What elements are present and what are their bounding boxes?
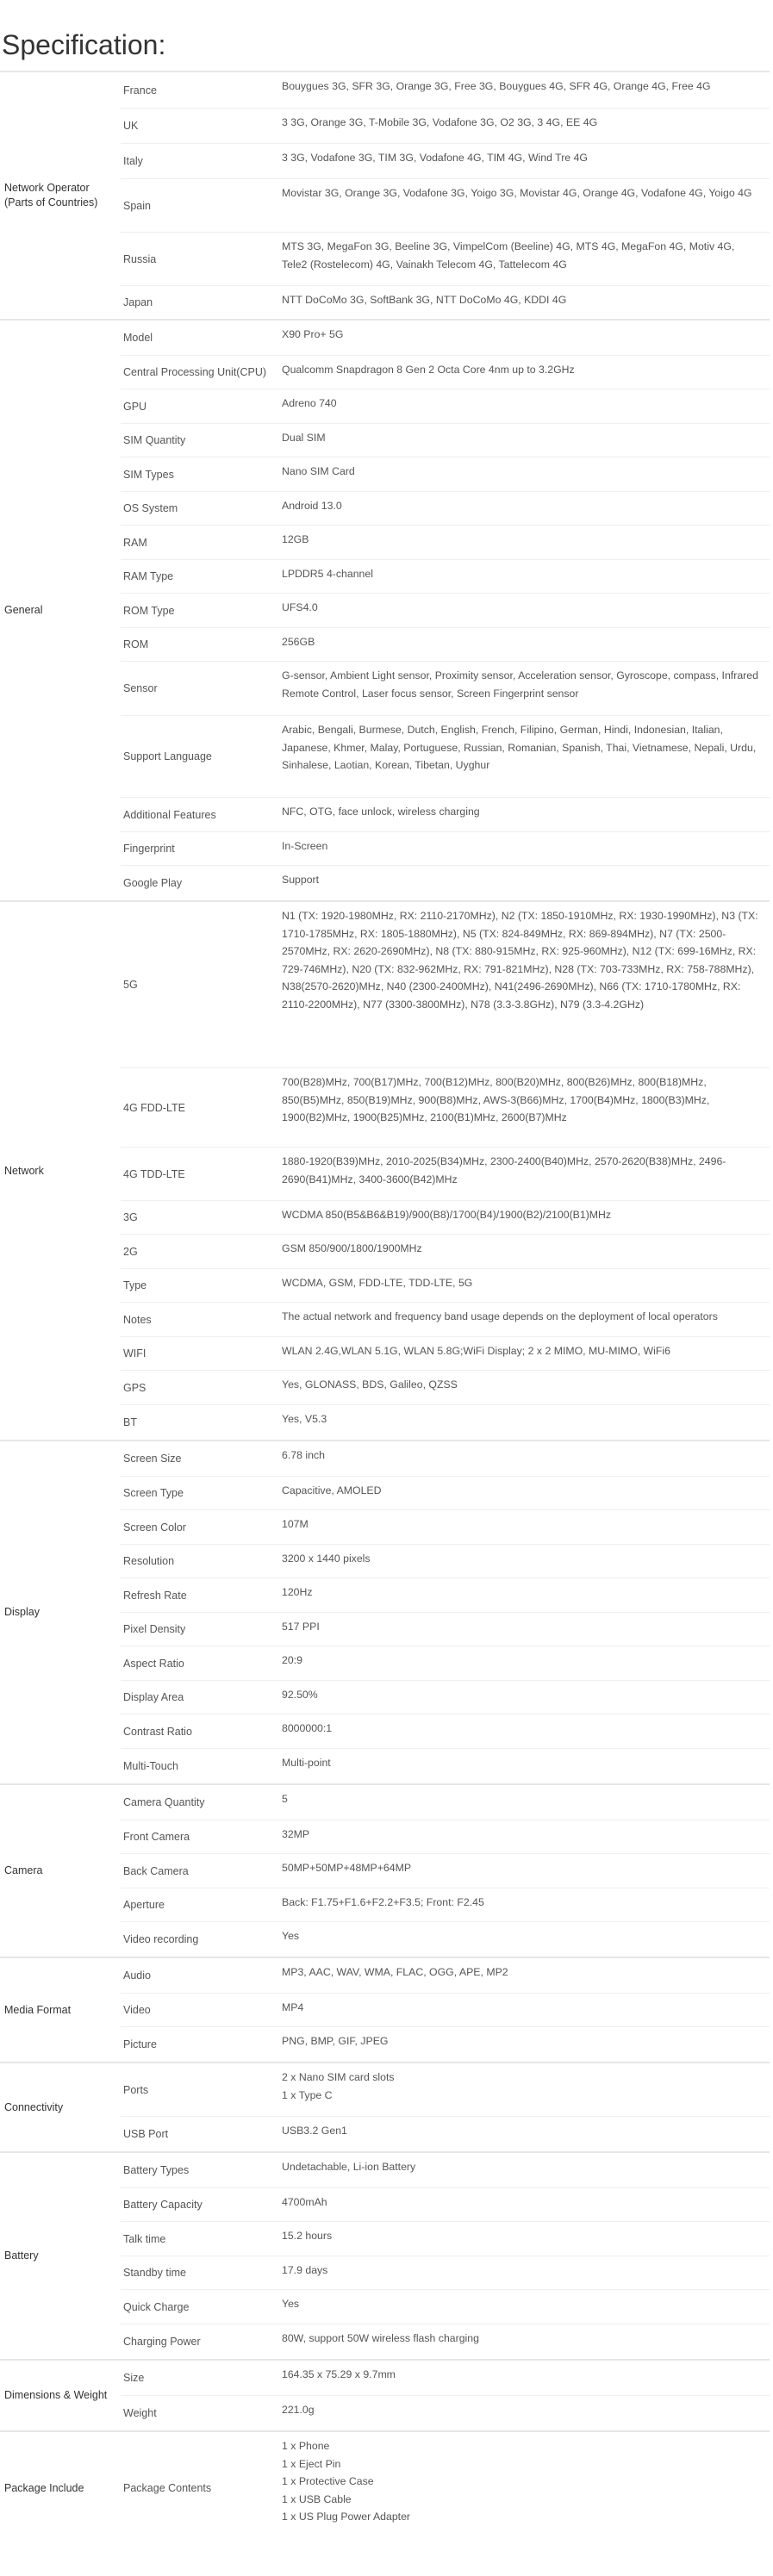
- spec-label: Camera Quantity: [123, 1796, 205, 1808]
- spec-row: [121, 1680, 770, 1714]
- spec-row: [121, 2116, 770, 2151]
- spec-label: Battery Types: [123, 2164, 190, 2176]
- spec-value: Multi-point: [282, 1757, 331, 1769]
- spec-row: [121, 178, 770, 232]
- spec-row: [121, 72, 770, 108]
- spec-value: In-Screen: [282, 840, 328, 852]
- spec-group: [0, 1440, 770, 1783]
- spec-label: Display Area: [123, 1691, 184, 1703]
- spec-value: Capacitive, AMOLED: [282, 1484, 382, 1496]
- spec-row: [121, 2432, 770, 2544]
- spec-value-line: 2 x Nano SIM card slots: [282, 2071, 395, 2083]
- spec-row: [121, 1404, 770, 1440]
- spec-value: 517 PPI: [282, 1621, 320, 1633]
- spec-group: [0, 2430, 770, 2544]
- spec-rows: [121, 2153, 770, 2359]
- spec-value: 32MP: [282, 1828, 310, 1840]
- spec-label: Sensor: [123, 682, 158, 694]
- spec-label: SIM Quantity: [123, 434, 186, 446]
- spec-label: Aperture: [123, 1899, 165, 1911]
- spec-value: UFS4.0: [282, 601, 318, 613]
- spec-label: ROM Type: [123, 604, 175, 617]
- spec-value: Yes: [282, 1930, 300, 1942]
- spec-value: 6.78 inch: [282, 1449, 325, 1461]
- spec-label: Picture: [123, 2038, 157, 2050]
- spec-value: Undetachable, Li-ion Battery: [282, 2161, 416, 2173]
- spec-label: 5G: [123, 979, 138, 991]
- spec-label: Notes: [123, 1313, 152, 1326]
- spec-group: [0, 319, 770, 900]
- spec-label: Fingerprint: [123, 843, 175, 855]
- spec-label: RAM: [123, 536, 147, 549]
- category-label: Package Include: [4, 2481, 84, 2494]
- spec-row: [121, 423, 770, 457]
- spec-label: BT: [123, 1416, 137, 1428]
- spec-row: [121, 559, 770, 593]
- spec-value: G-sensor, Ambient Light sensor, Proximity sensor, Acceleration sensor, Gyroscope, compass, Infrared Remote Control, Laser focus sensor, Screen Fingerprint sensor: [282, 669, 758, 700]
- spec-group: [0, 1957, 770, 2062]
- spec-value-line: 1 x Protective Case: [282, 2475, 374, 2487]
- spec-value: 5: [282, 1793, 288, 1805]
- spec-value: 3 3G, Orange 3G, T-Mobile 3G, Vodafone 3G, O2 3G, 3 4G, EE 4G: [282, 116, 598, 128]
- spec-label: Front Camera: [123, 1831, 190, 1843]
- spec-value: 1880-1920(B39)MHz, 2010-2025(B34)MHz, 2300-2400(B40)MHz, 2570-2620(B38)MHz, 2496-2690(B41)MHz, 3400-3600(B42)MHz: [282, 1155, 726, 1185]
- spec-value: 80W, support 50W wireless flash charging: [282, 2332, 479, 2344]
- category-label: Camera: [4, 1864, 43, 1876]
- spec-label: Back Camera: [123, 1864, 189, 1877]
- spec-label: GPU: [123, 400, 147, 413]
- spec-group: [0, 2359, 770, 2430]
- spec-value: Adreno 740: [282, 397, 337, 409]
- spec-row: [121, 2361, 770, 2395]
- spec-label: Talk time: [123, 2232, 166, 2245]
- spec-value: Yes, GLONASS, BDS, Galileo, QZSS: [282, 1378, 458, 1391]
- spec-row: [121, 1921, 770, 1957]
- spec-value: GSM 850/900/1800/1900MHz: [282, 1242, 422, 1254]
- spec-value: WCDMA, GSM, FDD-LTE, TDD-LTE, 5G: [282, 1277, 473, 1289]
- spec-value: Yes, V5.3: [282, 1413, 327, 1425]
- spec-label: Video recording: [123, 1933, 199, 1945]
- spec-value: USB3.2 Gen1: [282, 2125, 347, 2137]
- spec-row: [121, 285, 770, 319]
- spec-label: Size: [123, 2372, 145, 2384]
- spec-row: [121, 2026, 770, 2062]
- spec-rows: [121, 72, 770, 319]
- spec-row: [121, 1820, 770, 1853]
- spec-label: Multi-Touch: [123, 1760, 178, 1772]
- specification-table: [0, 71, 770, 2544]
- spec-value: 256GB: [282, 636, 315, 648]
- spec-value: [282, 2432, 770, 2544]
- spec-label: 3G: [123, 1211, 138, 1223]
- spec-rows: [121, 2361, 770, 2430]
- spec-value: 221.0g: [282, 2404, 315, 2416]
- spec-value: Yes: [282, 2298, 300, 2310]
- spec-value: 164.35 x 75.29 x 9.7mm: [282, 2368, 396, 2380]
- spec-label: Type: [123, 1279, 147, 1291]
- spec-value: [282, 2063, 770, 2116]
- spec-label: 4G TDD-LTE: [123, 1167, 185, 1180]
- category-label: General: [4, 604, 43, 616]
- spec-value-line: 1 x Phone: [282, 2440, 330, 2452]
- spec-row: [121, 1302, 770, 1336]
- spec-group: [0, 2062, 770, 2151]
- spec-value: 17.9 days: [282, 2264, 328, 2276]
- spec-value: 3200 x 1440 pixels: [282, 1552, 371, 1565]
- spec-value-line: 1 x USB Cable: [282, 2492, 352, 2505]
- spec-row: [121, 1234, 770, 1268]
- spec-label: Additional Features: [123, 808, 216, 821]
- spec-value: Support: [282, 874, 320, 886]
- spec-row: [121, 2221, 770, 2256]
- spec-label: Screen Size: [123, 1453, 182, 1465]
- spec-value: 15.2 hours: [282, 2230, 333, 2242]
- spec-value-line: 1 x Eject Pin: [282, 2457, 341, 2470]
- spec-label: Contrast Ratio: [123, 1725, 192, 1738]
- spec-value: Android 13.0: [282, 500, 342, 512]
- category-label: Display: [4, 1606, 40, 1618]
- spec-value: Movistar 3G, Orange 3G, Vodafone 3G, Yoigo 3G, Movistar 4G, Orange 4G, Vodafone 4G, Yoigo 4G: [282, 187, 752, 199]
- spec-label: USB Port: [123, 2128, 169, 2140]
- spec-value: PNG, BMP, GIF, JPEG: [282, 2035, 389, 2047]
- spec-value: MP3, AAC, WAV, WMA, FLAC, OGG, APE, MP2: [282, 1966, 508, 1978]
- spec-row: [121, 1336, 770, 1370]
- spec-row: [121, 2395, 770, 2430]
- spec-label: Screen Color: [123, 1521, 186, 1534]
- spec-row: [121, 1544, 770, 1577]
- spec-row: [121, 1888, 770, 1921]
- spec-label: 2G: [123, 1245, 138, 1258]
- spec-row: [121, 661, 770, 715]
- spec-row: [121, 1067, 770, 1147]
- spec-label: Battery Capacity: [123, 2199, 203, 2211]
- spec-row: [121, 831, 770, 865]
- spec-label: Audio: [123, 1969, 151, 1982]
- spec-value: MP4: [282, 2001, 304, 2013]
- spec-value-line: 1 x US Plug Power Adapter: [282, 2511, 411, 2523]
- category-label: Media Format: [4, 2003, 72, 2016]
- category-label: Dimensions & Weight: [4, 2389, 108, 2401]
- spec-label: Aspect Ratio: [123, 1657, 184, 1670]
- spec-row: [121, 355, 770, 389]
- spec-label: Weight: [123, 2407, 157, 2419]
- spec-value: 3 3G, Vodafone 3G, TIM 3G, Vodafone 4G, TIM 4G, Wind Tre 4G: [282, 152, 588, 164]
- spec-row: [121, 143, 770, 178]
- spec-label: 4G FDD-LTE: [123, 1101, 185, 1114]
- spec-value: Back: F1.75+F1.6+F2.2+F3.5; Front: F2.45: [282, 1896, 484, 1908]
- spec-row: [121, 902, 770, 1067]
- spec-row: [121, 2324, 770, 2359]
- spec-label: Standby time: [123, 2267, 186, 2279]
- spec-rows: [121, 1441, 770, 1783]
- spec-value: 20:9: [282, 1654, 302, 1666]
- spec-group: [0, 900, 770, 1440]
- spec-label: OS System: [123, 502, 178, 514]
- spec-value: 12GB: [282, 533, 309, 545]
- spec-value: 50MP+50MP+48MP+64MP: [282, 1862, 412, 1874]
- spec-rows: [121, 320, 770, 900]
- spec-row: [121, 2256, 770, 2289]
- spec-rows: [121, 2432, 770, 2544]
- spec-label: France: [123, 84, 157, 96]
- spec-row: [121, 457, 770, 491]
- spec-label: Italy: [123, 155, 143, 167]
- spec-label: Video: [123, 2004, 151, 2016]
- spec-rows: [121, 2063, 770, 2151]
- spec-row: [121, 1476, 770, 1509]
- spec-value: Bouygues 3G, SFR 3G, Orange 3G, Free 3G, Bouygues 4G, SFR 4G, Orange 4G, Free 4G: [282, 80, 711, 92]
- spec-value: N1 (TX: 1920-1980MHz, RX: 2110-2170MHz), N2 (TX: 1850-1910MHz, RX: 1930-1990MHz), N3 (TX: 1710-1785MHz, RX: 1805-1880MHz), N5 (TX: 824-849MHz, RX: 869-894MHz), N7 (TX: 2500-2570MHz, RX: 2620-2690MHz), N8 (TX: 880-915MHz, RX: 925-960MHz), N12 (TX: 699-16MHz, RX: 729-746MHz), N20 (TX: 832-962MHz, RX: 791-821MHz), N28 (TX: 703-733MHz, RX: 758-788MHz), N38(2570-2620)MHz, N40 (2300-2400MHz), N41(2496-2690MHz), N66 (TX: 1710-1780MHz, RX: 2110-2200MHz), N77 (3300-3800MHz), N78 (3.3-3.8GHz), N79 (3.3-4.2GHz): [282, 910, 758, 1011]
- spec-value: Qualcomm Snapdragon 8 Gen 2 Octa Core 4nm up to 3.2GHz: [282, 364, 575, 376]
- spec-row: [121, 2063, 770, 2116]
- category-label: Connectivity: [4, 2100, 64, 2113]
- spec-label: Japan: [123, 296, 153, 308]
- spec-label: Pixel Density: [123, 1623, 186, 1635]
- spec-row: [121, 1612, 770, 1646]
- spec-row: [121, 525, 770, 559]
- spec-row: [121, 1714, 770, 1748]
- spec-value: NTT DoCoMo 3G, SoftBank 3G, NTT DoCoMo 4G, KDDI 4G: [282, 294, 567, 306]
- spec-row: [121, 1441, 770, 1476]
- category-label: Battery: [4, 2249, 39, 2262]
- spec-rows: [121, 1958, 770, 2062]
- spec-value: 120Hz: [282, 1586, 313, 1598]
- spec-value: The actual network and frequency band usage depends on the deployment of local operators: [282, 1310, 718, 1322]
- spec-row: [121, 627, 770, 661]
- spec-row: [121, 715, 770, 797]
- spec-label: SIM Types: [123, 468, 174, 481]
- spec-value: MTS 3G, MegaFon 3G, Beeline 3G, VimpelCom (Beeline) 4G, MTS 4G, MegaFon 4G, Motiv 4G, Tele2 (Rostelecom) 4G, Vainakh Telecom 4G, Tattelecom 4G: [282, 240, 735, 271]
- spec-value: 92.50%: [282, 1689, 318, 1701]
- spec-label: Package Contents: [123, 2482, 212, 2494]
- spec-value: 700(B28)MHz, 700(B17)MHz, 700(B12)MHz, 800(B20)MHz, 800(B26)MHz, 800(B18)MHz, 850(B5)MHz, 850(B19)MHz, 900(B8)MHz, AWS-3(B66)MHz, 1700(B4)MHz, 1800(B3)MHz, 1900(B2)MHz, 1900(B25)MHz, 2100(B1)MHz, 2600(B7)MHz: [282, 1076, 710, 1123]
- spec-row: [121, 865, 770, 900]
- spec-label: Spain: [123, 199, 151, 212]
- spec-value: WCDMA 850(B5&B6&B19)/900(B8)/1700(B4)/1900(B2)/2100(B1)MHz: [282, 1209, 612, 1221]
- spec-row: [121, 108, 770, 143]
- spec-label: Refresh Rate: [123, 1589, 187, 1602]
- spec-row: [121, 2153, 770, 2187]
- spec-value: 8000000:1: [282, 1722, 333, 1734]
- spec-group: [0, 71, 770, 319]
- spec-rows: [121, 1785, 770, 1957]
- spec-value: X90 Pro+ 5G: [282, 328, 344, 340]
- spec-label: Model: [123, 332, 153, 344]
- spec-row: [121, 593, 770, 627]
- spec-row: [121, 1268, 770, 1302]
- spec-label: Quick Charge: [123, 2300, 190, 2313]
- spec-rows: [121, 902, 770, 1440]
- spec-row: [121, 2289, 770, 2324]
- spec-value: 4700mAh: [282, 2196, 327, 2208]
- category-label: Network: [4, 1164, 44, 1177]
- spec-label: UK: [123, 120, 139, 132]
- spec-row: [121, 1993, 770, 2026]
- spec-label: Charging Power: [123, 2336, 201, 2348]
- page-title: Specification:: [2, 29, 166, 60]
- spec-label: GPS: [123, 1381, 146, 1394]
- spec-label: Russia: [123, 252, 157, 265]
- spec-group: [0, 1783, 770, 1957]
- spec-label: Central Processing Unit(CPU): [123, 366, 267, 378]
- spec-label: Google Play: [123, 877, 183, 889]
- spec-row: [121, 1147, 770, 1200]
- spec-row: [121, 2187, 770, 2221]
- spec-row: [121, 389, 770, 423]
- spec-value: Nano SIM Card: [282, 465, 355, 477]
- category-label: Network Operator (Parts of Countries): [4, 182, 98, 208]
- spec-label: Support Language: [123, 750, 212, 762]
- spec-row: [121, 1200, 770, 1234]
- spec-value: 107M: [282, 1518, 309, 1530]
- spec-label: ROM: [123, 638, 149, 650]
- spec-row: [121, 1748, 770, 1783]
- spec-value: WLAN 2.4G,WLAN 5.1G, WLAN 5.8G;WiFi Display; 2 x 2 MIMO, MU-MIMO, WiFi6: [282, 1345, 670, 1357]
- spec-row: [121, 1509, 770, 1544]
- spec-row: [121, 232, 770, 285]
- spec-row: [121, 1853, 770, 1888]
- spec-label: Screen Type: [123, 1487, 184, 1499]
- spec-label: Resolution: [123, 1555, 175, 1567]
- spec-value: LPDDR5 4-channel: [282, 568, 373, 580]
- spec-row: [121, 1577, 770, 1612]
- spec-row: [121, 1646, 770, 1680]
- spec-value-line: 1 x Type C: [282, 2088, 333, 2101]
- spec-row: [121, 797, 770, 831]
- spec-row: [121, 1785, 770, 1820]
- spec-value: Arabic, Bengali, Burmese, Dutch, English, French, Filipino, German, Hindi, Indonesian, Italian, Japanese, Khmer, Malay, Portuguese, Russian, Romanian, Spanish, Thai, Vietnamese, Nepali, Urdu, Sinhalese, Laotian, Korean, Tibetan, Uyghur: [282, 724, 757, 771]
- spec-row: [121, 1370, 770, 1404]
- spec-value: Dual SIM: [282, 432, 326, 444]
- spec-row: [121, 491, 770, 525]
- spec-row: [121, 320, 770, 355]
- spec-label: WIFI: [123, 1347, 146, 1360]
- spec-row: [121, 1958, 770, 1993]
- spec-group: [0, 2151, 770, 2359]
- spec-label: RAM Type: [123, 570, 174, 582]
- spec-label: Ports: [123, 2083, 149, 2096]
- spec-value: NFC, OTG, face unlock, wireless charging: [282, 806, 480, 818]
